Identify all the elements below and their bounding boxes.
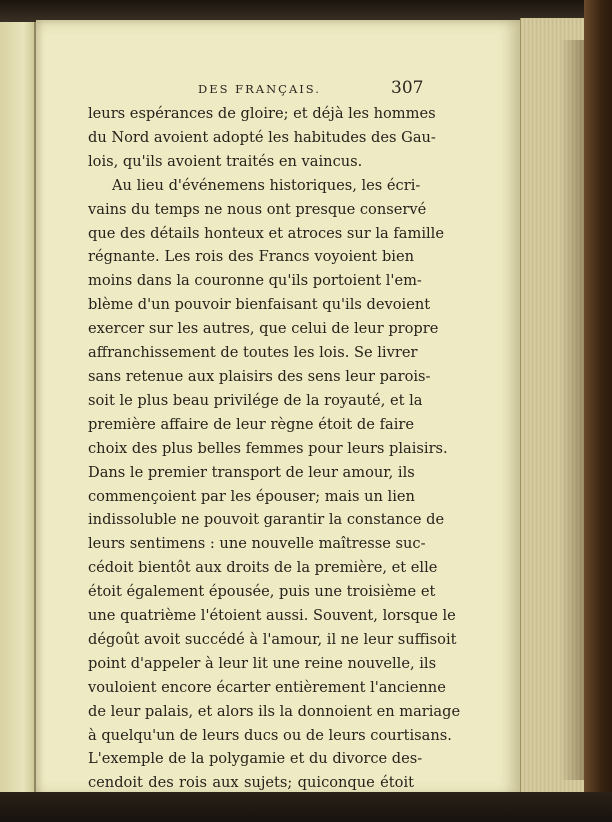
facing-page-edge [0, 22, 36, 792]
text-line: étoit également épousée, puis une troisième et [88, 583, 436, 601]
text-line: choix des plus belles femmes pour leurs plaisirs. [88, 439, 448, 457]
text-line: point d'appeler à leur lit une reine nouvelle, ils [88, 654, 437, 672]
text-line: sans retenue aux plaisirs des sens leur parois- [88, 367, 431, 385]
text-line: Au lieu d'événemens historiques, les écri- [112, 176, 421, 194]
text-line: moins dans la couronne qu'ils portoient l'em- [88, 272, 422, 290]
text-line: affranchissement de toutes les lois. Se livrer [88, 344, 418, 362]
text-line: une quatrième l'étoient aussi. Souvent, lorsque le [88, 607, 456, 625]
text-line: soit le plus beau privilége de la royauté, et la [88, 391, 423, 409]
text-line: dégoût avoit succédé à l'amour, il ne leur suffisoit [88, 630, 457, 648]
book-cover-right [584, 0, 612, 822]
text-line: leurs espérances de gloire; et déjà les hommes [88, 105, 436, 122]
text-line: vouloient encore écarter entièrement l'ancienne [88, 678, 446, 696]
running-title: DES FRANÇAIS. [198, 82, 321, 96]
page-header [0, 80, 612, 102]
text-line: vains du temps ne nous ont presque conservé [88, 200, 427, 218]
text-line: cédoit bientôt aux droits de la première, et elle [88, 559, 438, 577]
text-line: leurs sentimens : une nouvelle maîtresse suc- [88, 535, 426, 553]
text-line: L'exemple de la polygamie et du divorce des- [88, 750, 423, 768]
text-line: lois, qu'ils avoient traités en vaincus. [88, 152, 363, 170]
text-line: blème d'un pouvoir bienfaisant qu'ils devoient [88, 296, 431, 314]
text-line: que des détails honteux et atroces sur la famille [88, 224, 444, 242]
text-line: exercer sur les autres, que celui de leur propre [88, 320, 439, 338]
text-line: du Nord avoient adopté les habitudes des Gau- [88, 128, 436, 146]
text-line: indissoluble ne pouvoit garantir la constance de [88, 511, 445, 529]
text-line: de leur palais, et alors ils la donnoient en mariage [88, 702, 461, 720]
page-number: 307 [391, 78, 424, 98]
text-line: première affaire de leur règne étoit de faire [88, 415, 414, 433]
text-line: à quelqu'un de leurs ducs ou de leurs courtisans. [88, 726, 452, 744]
body-text [88, 102, 461, 795]
page-edges-shadow [560, 40, 584, 780]
text-line: Dans le premier transport de leur amour, ils [88, 463, 415, 481]
text-line: cendoit des rois aux sujets; quiconque étoit [88, 774, 414, 792]
book-cover-bottom [0, 792, 612, 822]
text-line: commençoient par les épouser; mais un lien [88, 487, 415, 505]
text-line: régnante. Les rois des Francs voyoient bien [88, 248, 414, 266]
